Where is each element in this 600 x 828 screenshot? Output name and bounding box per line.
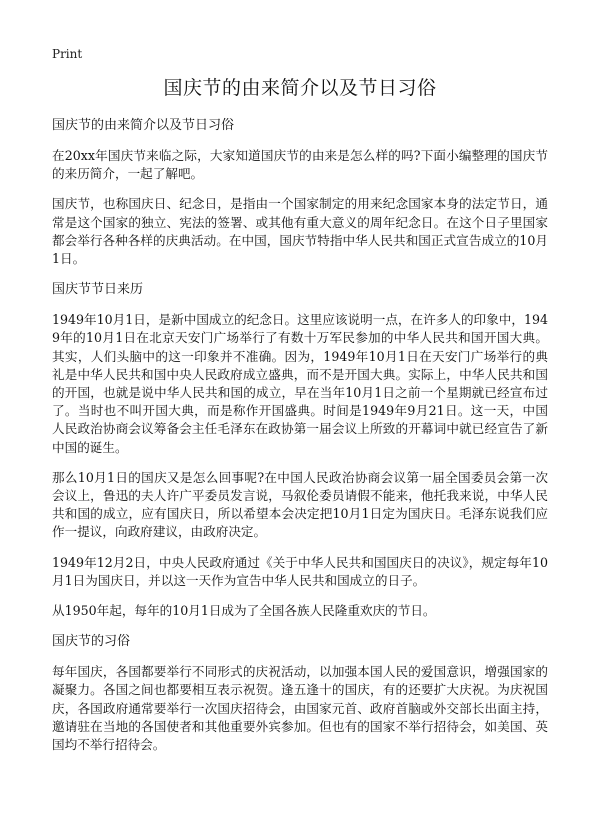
page-title: 国庆节的由来简介以及节日习俗 <box>163 77 437 99</box>
history-paragraph: 1949年10月1日，是新中国成立的纪念日。这里应该说明一点，在许多人的印象中，1949年的10月1日在北京天安门广场举行了有数十万军民参加的中华人民共和国开国大典。其实，人们头脑中的这一印象并不准确。因为，1949年10月1日在天安门广场举行的典礼是中华人民共和国中央人民政府成立盛典，而不是开国大典。实际上，中华人民共和国的开国，也就是说中华人民共和国的成立，早在当年10月1日之前一个星期就已经宣布过了。当时也不叫开国大典，而是称作开国盛典。时间是1949年9月21日。这一天，中国人民政治协商会议筹备会主任毛泽东在政协第一届会议上所致的开幕词中就已经宣告了新中国的诞生。 <box>52 312 548 455</box>
customs-heading: 国庆节的习俗 <box>52 634 131 650</box>
print-label[interactable]: Print <box>52 47 83 61</box>
history-paragraph: 从1950年起，每年的10月1日成为了全国各族人民隆重欢庆的节日。 <box>52 603 436 619</box>
history-paragraph: 1949年12月2日，中央人民政府通过《关于中华人民共和国国庆日的决议》，规定每年10月1日为国庆日，并以这一天作为宣告中华人民共和国成立的日子。 <box>52 554 548 588</box>
history-paragraph: 那么10月1日的国庆又是怎么回事呢?在中国人民政治协商会议第一届全国委员会第一次会议上，鲁迅的夫人许广平委员发言说，马叙伦委员请假不能来，他托我来说，中华人民共和国的成立，应有国庆日，所以希望本会决定把10月1日定为国庆日。毛泽东说我们应作一提议，向政府建议，由政府决定。 <box>52 469 548 540</box>
customs-paragraph: 每年国庆，各国都要举行不同形式的庆祝活动，以加强本国人民的爱国意识，增强国家的凝聚力。各国之间也都要相互表示祝贺。逢五逢十的国庆，有的还要扩大庆祝。为庆祝国庆，各国政府通常要举行一次国庆招待会，由国家元首、政府首脑或外交部长出面主持，邀请驻在当地的各国使者和其他重要外宾参加。但也有的国家不举行招待会，如美国、英国均不举行招待会。 <box>52 664 548 753</box>
definition-paragraph: 国庆节，也称国庆日、纪念日，是指由一个国家制定的用来纪念国家本身的法定节日，通常是这个国家的独立、宪法的签署、或其他有重大意义的周年纪念日。在这个日子里国家都会举行各种各样的庆典活动。在中国，国庆节特指中华人民共和国正式宣告成立的10月1日。 <box>52 196 548 267</box>
intro-paragraph: 在20xx年国庆节来临之际，大家知道国庆节的由来是怎么样的吗?下面小编整理的国庆节的来历简介，一起了解吧。 <box>52 148 548 182</box>
subtitle-heading: 国庆节的由来简介以及节日习俗 <box>52 118 235 133</box>
history-heading: 国庆节节日来历 <box>52 282 144 298</box>
